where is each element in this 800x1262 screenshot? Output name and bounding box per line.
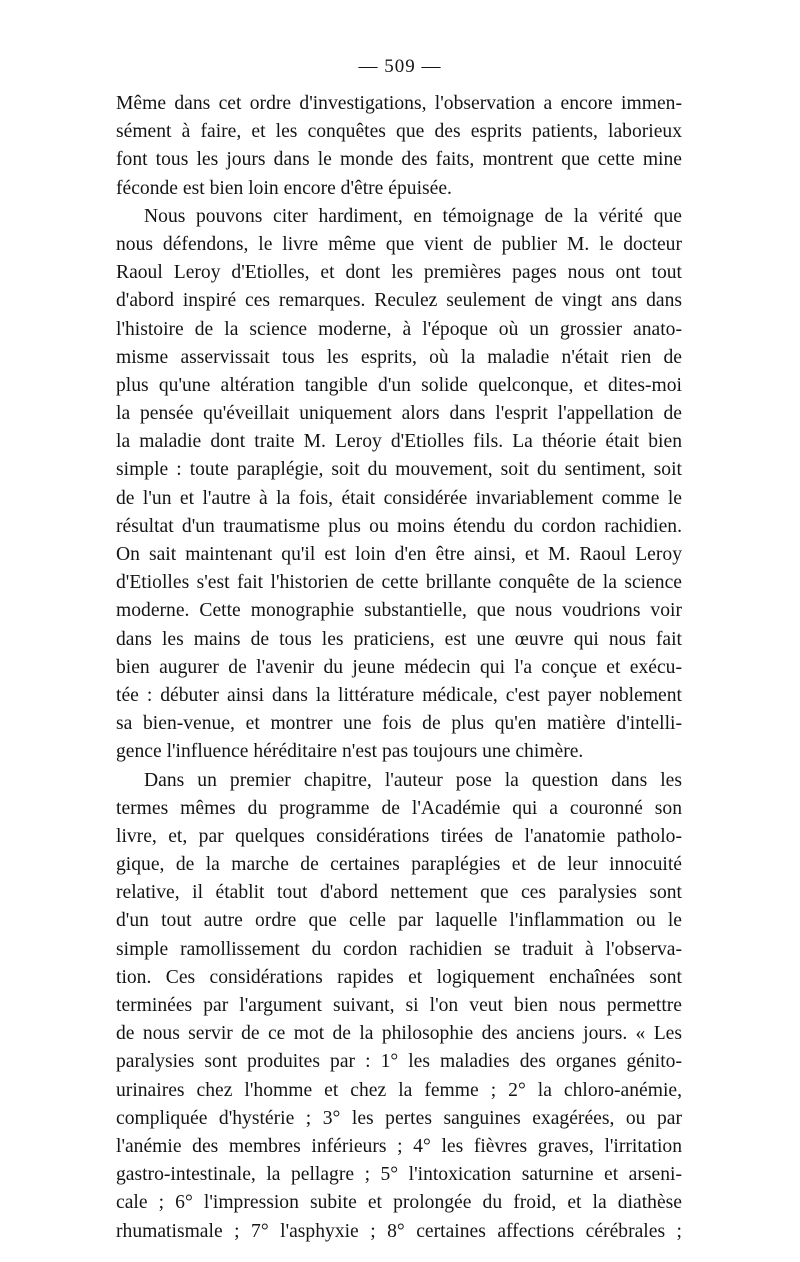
text-line: féconde est bien loin encore d'être épuisée.: [116, 177, 452, 199]
text-line: l'anémie des membres inférieurs ; 4° les fièvres graves, l'irritation: [116, 1135, 682, 1157]
text-line: de l'un et l'autre à la fois, était considérée invariablement comme le: [116, 487, 682, 509]
text-line: gique, de la marche de certaines paraplégies et de leur innocuité: [116, 854, 682, 876]
text-line: résultat d'un traumatisme plus ou moins étendu du cordon rachidien.: [116, 515, 682, 537]
text-line: la pensée qu'éveillait uniquement alors dans l'esprit l'appellation de: [116, 403, 682, 425]
text-line: sa bien-venue, et montrer une fois de plus qu'en matière d'intelli-: [116, 713, 682, 735]
text-line: d'Etiolles s'est fait l'historien de cette brillante conquête de la science: [116, 572, 682, 594]
text-line: bien augurer de l'avenir du jeune médecin qui l'a conçue et exécu-: [116, 656, 682, 678]
paragraph: [116, 203, 682, 767]
text-line: sément à faire, et les conquêtes que des esprits patients, laborieux: [116, 121, 682, 143]
text-line: Dans un premier chapitre, l'auteur pose la question dans les: [144, 769, 682, 791]
text-line: nous défendons, le livre même que vient de publier M. le docteur: [116, 233, 682, 255]
text-line: gence l'influence héréditaire n'est pas toujours une chimère.: [116, 741, 584, 763]
text-line: d'un tout autre ordre que celle par laquelle l'inflammation ou le: [116, 910, 682, 932]
text-line: l'histoire de la science moderne, à l'époque où un grossier anato-: [116, 318, 682, 340]
text-line: cale ; 6° l'impression subite et prolongée du froid, et la diathèse: [116, 1192, 682, 1214]
text-line: Même dans cet ordre d'investigations, l'observation a encore immen-: [116, 93, 682, 114]
text-line: livre, et, par quelques considérations tirées de l'anatomie patholo-: [116, 825, 682, 847]
text-line: compliquée d'hystérie ; 3° les pertes sanguines exagérées, ou par: [116, 1107, 682, 1129]
text-line: On sait maintenant qu'il est loin d'en être ainsi, et M. Raoul Leroy: [116, 544, 682, 565]
text-line: dans les mains de tous les praticiens, est une œuvre qui nous fait: [116, 628, 682, 650]
text-line: misme asservissait tous les esprits, où la maladie n'était rien de: [116, 346, 682, 368]
text-line: simple : toute paraplégie, soit du mouvement, soit du sentiment, soit: [116, 459, 682, 481]
text-line: rhumatismale ; 7° l'asphyxie ; 8° certaines affections cérébrales ;: [116, 1220, 682, 1242]
text-line: font tous les jours dans le monde des faits, montrent que cette mine: [116, 149, 682, 171]
text-line: simple ramollissement du cordon rachidien se traduit à l'observa-: [116, 938, 682, 960]
text-line: terminées par l'argument suivant, si l'on veut bien nous permettre: [116, 995, 682, 1016]
text-line: de nous servir de ce mot de la philosophie des anciens jours. « Les: [116, 1023, 682, 1045]
page-number: — 509 —: [358, 56, 442, 77]
text-line: gastro-intestinale, la pellagre ; 5° l'intoxication saturnine et arseni-: [116, 1164, 682, 1186]
text-line: termes mêmes du programme de l'Académie qui a couronné son: [116, 797, 682, 819]
text-line: paralysies sont produites par : 1° les maladies des organes génito-: [116, 1051, 682, 1073]
text-line: urinaires chez l'homme et chez la femme ; 2° la chloro-anémie,: [116, 1079, 682, 1101]
text-line: tée : débuter ainsi dans la littérature médicale, c'est payer noblement: [116, 684, 682, 706]
text-line: tion. Ces considérations rapides et logiquement enchaînées sont: [116, 966, 682, 988]
text-line: Raoul Leroy d'Etiolles, et dont les premières pages nous ont tout: [116, 262, 682, 284]
text-line: relative, il établit tout d'abord nettement que ces paralysies sont: [116, 882, 682, 904]
text-line: plus qu'une altération tangible d'un solide quelconque, et dites-moi: [116, 374, 682, 396]
body-text: [116, 90, 682, 1246]
text-line: moderne. Cette monographie substantielle, que nous voudrions voir: [116, 600, 682, 622]
paragraph: [116, 767, 682, 1246]
text-line: Nous pouvons citer hardiment, en témoignage de la vérité que: [144, 205, 682, 227]
text-line: d'abord inspiré ces remarques. Reculez seulement de vingt ans dans: [116, 290, 682, 312]
paragraph: [116, 90, 682, 203]
text-line: la maladie dont traite M. Leroy d'Etiolles fils. La théorie était bien: [116, 431, 682, 453]
